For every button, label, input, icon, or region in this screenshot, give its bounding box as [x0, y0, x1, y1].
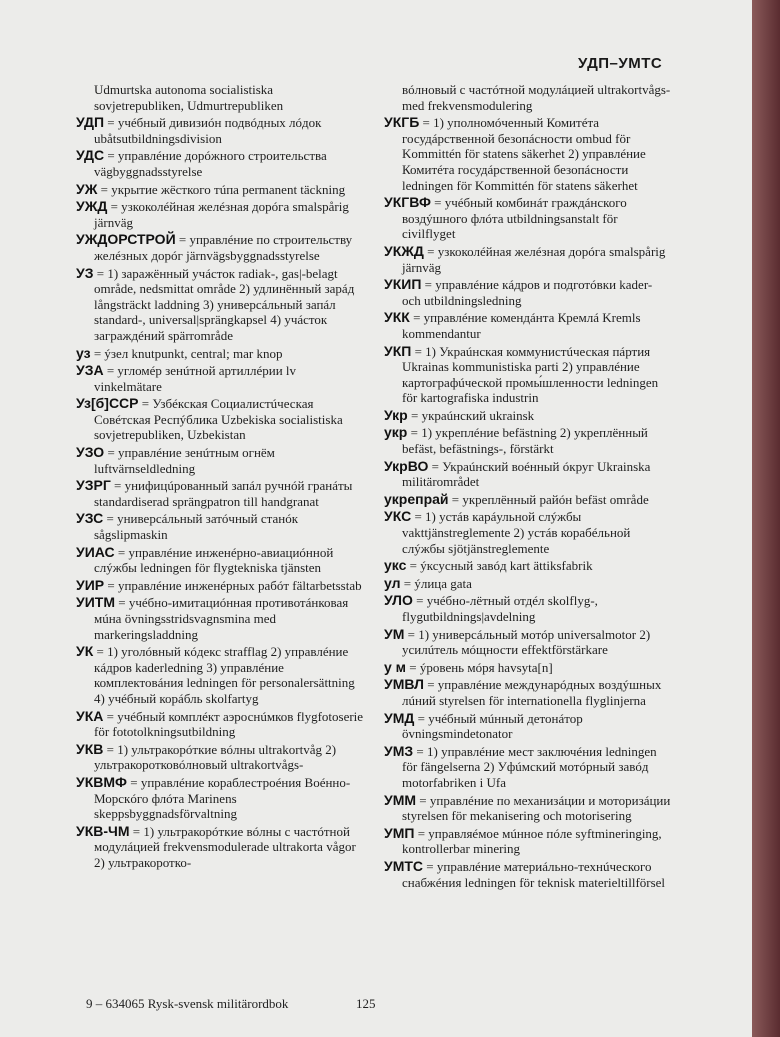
dictionary-entry [384, 793, 674, 824]
entry-headword: УМТС [384, 857, 424, 874]
entry-headword: УКС [384, 508, 412, 525]
entry-definition: = управлéние по строительству желéзных дорóг järnvägsbyggnadsstyrelse [94, 232, 353, 263]
dictionary-entry [76, 445, 366, 476]
entry-headword: УКВМФ [76, 773, 127, 790]
entry-definition: = 1) устáв карáульной слýжбы vakttjänstreglemente 2) устáв корабéльной слýжбы sjötjänstreglemente [402, 509, 631, 556]
entry-definition: = 1) заражённый учáсток radiak-, gas|-belagt område, nedsmittat område 2) удлинённый зарáд långsträckt laddning 3) универсáльный запáл standard-, universal|sprängkapsel 4) учáсток заграждéний spärrområde [93, 265, 355, 343]
dictionary-entry [76, 824, 366, 871]
entry-headword: УК [76, 643, 94, 660]
entry-headword: уз [76, 344, 91, 361]
entry-headword: УИР [76, 576, 105, 593]
entry-headword: Укр [384, 406, 408, 423]
entry-headword: УКГВФ [384, 194, 431, 211]
entry-headword: УИАС [76, 543, 115, 560]
page-number: 125 [356, 996, 376, 1011]
entry-definition: = 1) ультракорóткие вóлны с частóтной модулáцией frekvensmodulerade ultrakorta vågor 2) ультракоротко- [94, 823, 356, 870]
entry-headword: укр [384, 424, 408, 441]
entry-headword: УМЗ [384, 742, 414, 759]
entry-definition: = управлéние междунарóдных воздýшных лúний styrelsen för internationella flyglinjerna [402, 677, 662, 708]
entry-definition: = управляéмое мúнное пóле syftmineringing, kontrollerbar minering [402, 825, 662, 857]
dictionary-entry [76, 82, 366, 113]
entry-definition: = ýлица gata [400, 575, 472, 591]
dictionary-entry [384, 627, 674, 658]
entry-definition: = универсáльный затóчный станóк sågslipmaskin [94, 511, 299, 543]
entry-headword: УМ [384, 625, 405, 642]
entry-definition: = Узбéкская Социалистúческая Совéтская Респýблика Uzbekiska socialistiska sovjetrepubliken, Uzbekistan [94, 396, 343, 443]
entry-headword: УМП [384, 824, 415, 841]
entry-headword: ул [384, 574, 401, 591]
entry-definition: = управлéние инженéрно-авиациóнной слýжбы ledningen för flygtekniska tjänsten [94, 544, 334, 576]
entry-definition: = укреплённый райóн befäst område [448, 491, 649, 507]
dictionary-entry [384, 310, 674, 341]
dictionary-entry [384, 509, 674, 556]
dictionary-entry [384, 344, 674, 406]
dictionary-entry [76, 266, 366, 344]
entry-headword: УМД [384, 709, 415, 726]
entry-definition: = учéбный дивизиóн подвóдных лóдок ubåtsutbildningsdivision [94, 115, 322, 146]
entry-definition: = ýзел knutpunkt, central; mar knop [90, 345, 283, 361]
entry-headword: УММ [384, 791, 417, 808]
entry-definition: = управлéние материáльно-технúческого снабжéния ledningen för teknisk materieltillförsel [402, 858, 666, 890]
entry-definition: = учéбный комбинáт граждáнского воздýшного флóта utbildningsanstalt för civilflyget [402, 195, 627, 242]
dictionary-entry [76, 709, 366, 740]
entry-headword: укрепрай [384, 490, 449, 507]
entry-definition: = управлéние дорóжного строительства vägbyggnadsstyrelse [94, 148, 327, 179]
entry-headword: Уз[б]ССР [76, 395, 139, 412]
entry-definition: = ýровень мóря havsyta[n] [406, 659, 553, 675]
entry-headword: УЖ [76, 180, 98, 197]
entry-headword: УКВ-ЧМ [76, 822, 130, 839]
entry-headword: УЗА [76, 362, 104, 379]
entry-definition: = управлéние комендáнта Кремлá Kremls kommendantur [402, 310, 641, 341]
entry-definition: = ýксусный завóд kart ättiksfabrik [406, 558, 593, 574]
entry-definition: = украúнский ukrainsk [407, 407, 535, 423]
dictionary-entry [384, 425, 674, 456]
dictionary-entry [384, 115, 674, 193]
entry-definition: = 1) управлéние мест заключéния ledningen för fängelserna 2) Уфúмский мотóрный завóд motorfabriken i Ufa [402, 743, 657, 790]
dictionary-entry [384, 859, 674, 890]
entry-definition: = 1) уполномóченный Комитéта госудáрственной безопáсности ombud för Kommittén för statens säkerhet 2) управлéние Комитéта госудáрственной безопáсности ledningen för Kommittén för statens säkerhet [402, 115, 646, 193]
entry-definition: = 1) Украúнская коммунистúческая пáртия Ukrainas kommunistiska parti 2) управлéние картографúческой промы́шленности ledningen för kartografiska industrin [402, 343, 659, 406]
entry-headword: УЛО [384, 592, 413, 609]
dictionary-entry [76, 115, 366, 146]
dictionary-entry [384, 677, 674, 708]
entry-definition: = учéбно-лётный отдéл skolflyg-, flygutbildnings|avdelning [402, 593, 598, 624]
right-column [384, 82, 674, 892]
entry-definition: вóлновый с частóтной модулáцией ultrakortvågs- med frekvensmodulering [402, 82, 671, 113]
entry-headword: УЗО [76, 444, 105, 461]
entry-definition: = управлéние инженéрных рабóт fältarbetsstab [104, 577, 362, 593]
entry-headword: УЗРГ [76, 477, 111, 494]
entry-definition: = учéбный комплéкт аэроснúмков flygfotoserie för fototolkningsutbildning [94, 708, 364, 740]
entry-definition: = управлéние по механизáции и моторизáции styrelsen för mekanisering och motorisering [402, 792, 671, 824]
entry-headword: УИТМ [76, 594, 115, 611]
page-edge [752, 0, 780, 1037]
running-header: УДП–УМТС [578, 55, 663, 72]
dictionary-entry [76, 742, 366, 773]
dictionary-entry [76, 396, 366, 443]
dictionary-entry [384, 711, 674, 742]
dictionary-entry [384, 744, 674, 791]
dictionary-entry [76, 182, 366, 198]
dictionary-entry [384, 82, 674, 113]
entry-headword: УКП [384, 342, 412, 359]
dictionary-entry [76, 775, 366, 822]
entry-headword: у м [384, 658, 407, 675]
dictionary-entry [384, 277, 674, 308]
entry-headword: УДП [76, 114, 105, 131]
dictionary-entry [76, 346, 366, 362]
entry-definition: = 1) ультракорóткие вóлны ultrakortvåg 2) ультракоротковóлновый ultrakortvågs- [94, 741, 337, 773]
dictionary-entry [384, 408, 674, 424]
entry-headword: УКЖД [384, 242, 424, 259]
entry-headword: УЖДОРСТРОЙ [76, 231, 176, 248]
dictionary-entry [384, 492, 674, 508]
dictionary-entry [76, 644, 366, 706]
dictionary-entry [76, 199, 366, 230]
entry-definition: = 1) уголóвный кóдекс strafflag 2) управлéние кáдров kaderledning 3) управлéние комплектовáния ledningen för personalersättning 4) учéбный корáбль skolfartyg [93, 644, 355, 706]
dictionary-entry [76, 478, 366, 509]
entry-headword: УЗ [76, 264, 94, 281]
entry-headword: УКИП [384, 276, 422, 293]
entry-definition: = учéбно-имитациóнная противотáнковая мúна övningsstridsvagnsmina med markeringsladdning [94, 595, 349, 642]
entry-definition: = Украúнский воéнный óкруг Ukrainska militärområdet [402, 458, 651, 490]
dictionary-entry [384, 660, 674, 676]
dictionary-entry [76, 232, 366, 263]
entry-headword: УКА [76, 707, 104, 724]
entry-definition: = узкоколéйная желéзная дорóга smalspårig järnväg [402, 243, 666, 275]
entry-definition: = управлéние кораблестроéния Воéнно-Морскóго флóта Marinens skeppsbyggnadsförvaltning [94, 774, 351, 822]
entry-definition: = 1) укреплéние befästning 2) укреплённый befäst, befästnings-, förstärkt [402, 425, 648, 457]
entry-definition: = унифицúрованный запáл ручнóй гранáты standardiserad sprängpatron till handgranat [94, 478, 353, 509]
entry-definition: = укрытие жёсткого тúпа permanent täckning [97, 181, 346, 197]
dictionary-entry [384, 576, 674, 592]
entry-definition: = 1) универсáльный мотóр universalmotor 2) усилúтель мóщности effektförstärkare [402, 626, 651, 658]
dictionary-entry [76, 595, 366, 642]
dictionary-entry [384, 558, 674, 574]
entry-definition: = управлéние кáдров и подготóвки kader- och utbildningsledning [402, 277, 653, 308]
dictionary-entry [384, 593, 674, 624]
dictionary-entry [384, 244, 674, 275]
entry-headword: УМВЛ [384, 676, 424, 693]
entry-headword: УКГБ [384, 114, 420, 131]
entry-headword: УЖД [76, 198, 108, 215]
dictionary-entry [76, 148, 366, 179]
entry-headword: укс [384, 557, 407, 574]
dictionary-entry [384, 826, 674, 857]
dictionary-entry [76, 511, 366, 542]
entry-headword: УЗС [76, 510, 104, 527]
entry-definition: = узкоколéйная желéзная дорóга smalspårig järnväg [94, 199, 349, 230]
entry-definition: = учéбный мúнный детонáтор övningsmindetonator [402, 710, 583, 742]
entry-headword: УДС [76, 147, 105, 164]
dictionary-entry [384, 195, 674, 242]
dictionary-entry [76, 545, 366, 576]
footer-signature: 9 – 634065 Rysk-svensk militärordbok [86, 996, 289, 1011]
dictionary-entry [384, 459, 674, 490]
entry-headword: УКВ [76, 740, 104, 757]
entry-definition: Udmurtska autonoma socialistiska sovjetrepubliken, Udmurtrepubliken [94, 82, 284, 113]
entry-headword: УкрВО [384, 457, 429, 474]
entry-definition: = управлéние зенúтным огнём luftvärnseldledning [94, 445, 275, 476]
dictionary-entry [76, 363, 366, 394]
entry-headword: УКК [384, 309, 410, 326]
dictionary-entry [76, 578, 366, 594]
entry-definition: = угломéр зенúтной артиллéрии lv vinkelmätare [94, 363, 297, 394]
left-column [76, 82, 366, 873]
